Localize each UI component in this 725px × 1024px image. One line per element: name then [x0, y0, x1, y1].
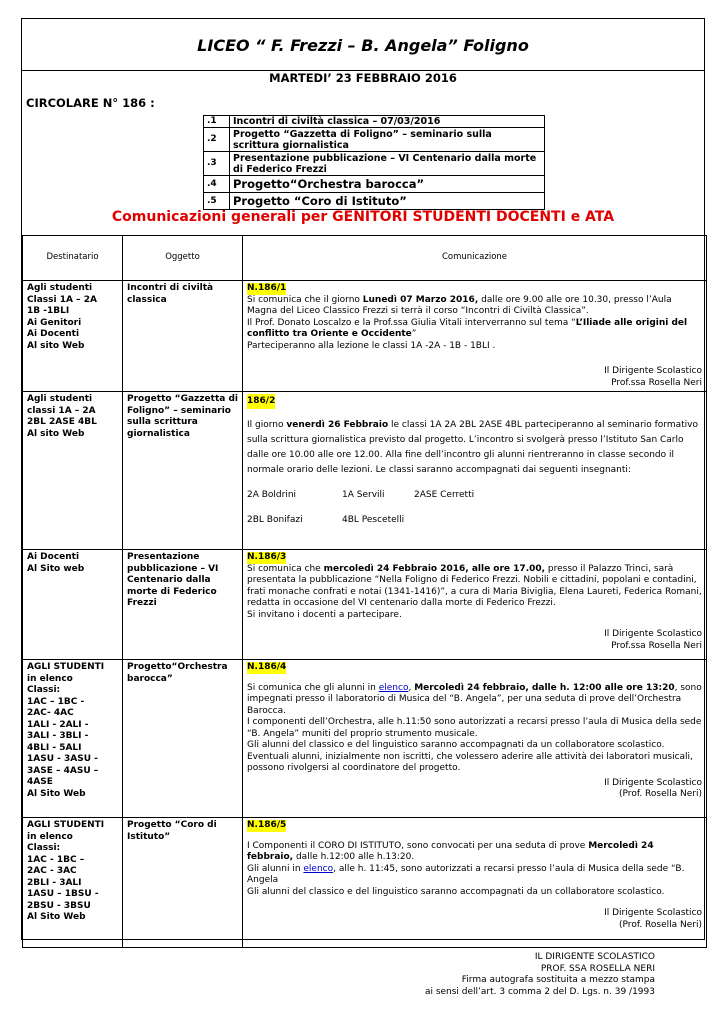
recipient-line: 2BL 2ASE 4BL	[27, 417, 97, 427]
circular-badge: N.186/4	[247, 662, 287, 672]
communication-cell	[243, 818, 707, 948]
subject-cell: Presentazione pubblicazione – VI Centenario dalla morte di Federico Frezzi	[123, 550, 243, 660]
col-header-destinatario: Destinatario	[23, 236, 123, 281]
teachers-row: 2BL Bonifazi 4BL Pescetelli	[247, 515, 405, 525]
table-row	[23, 550, 707, 660]
recipient-line: Classi 1A – 2A	[27, 294, 97, 305]
summary-text: Presentazione pubblicazione – VI Centenario dalla morte di Federico Frezzi	[230, 152, 545, 176]
recipient-line: AGLI STUDENTI	[27, 820, 105, 830]
summary-row	[204, 193, 545, 210]
table-row	[23, 392, 707, 550]
signature: Il Dirigente Scolastico Prof.ssa Rosella Neri	[604, 629, 702, 651]
recipient-line: classi 1A – 2A	[27, 405, 96, 416]
signature: Il Dirigente Scolastico (Prof. Rosella Neri)	[604, 777, 702, 799]
table-row	[23, 818, 707, 948]
summary-table	[203, 115, 545, 210]
recipients-cell	[23, 550, 123, 660]
recipient-line: Ai Docenti	[27, 552, 80, 562]
communication-text: Parteciperanno alla lezione le classi 1A -2A - 1B - 1BLI .	[247, 340, 496, 351]
communication-text: Si comunica che gli alunni in elenco, Mercoledì 24 febbraio, dalle h. 12:00 alle ore 13:20, sono impegnati presso il laboratorio di Musica del “B. Angela”, per una seduta di prove dell’Orchestra Barocca.	[247, 682, 702, 716]
footer-line: ai sensi dell’art. 3 comma 2 del D. Lgs. n. 39 /1993	[424, 986, 655, 997]
teachers-row: 2A Boldrini 1A Servili 2ASE Cerretti	[247, 490, 475, 500]
circolare-number: CIRCOLARE N° 186 :	[26, 96, 155, 110]
summary-num: .2	[204, 128, 230, 152]
communication-text: Il Prof. Donato Loscalzo e la Prof.ssa Giulia Vitali interverranno sul tema “L’Iliade alle origini del conflitto tra Oriente e Occidente”	[247, 317, 688, 339]
footer-line: IL DIRIGENTE SCOLASTICO	[534, 952, 655, 962]
communication-text: I Componenti il CORO DI ISTITUTO, sono convocati per una seduta di prove Mercoledì 24 febbraio, dalle h.12:00 alle h.13:20.	[247, 840, 654, 862]
school-title: LICEO “ F. Frezzi – B. Angela” Foligno	[197, 36, 529, 55]
circular-badge: 186/2	[247, 394, 275, 409]
communication-text: Gli alunni in elenco, alle h. 11:45, sono autorizzati a recarsi presso l’aula di Musica della sede “B. Angela	[247, 863, 685, 885]
recipient-line: Agli studenti	[27, 394, 93, 404]
recipient-line: 2BLI - 3ALI	[27, 877, 82, 888]
recipient-line: 1AC - 1BC –	[27, 854, 85, 865]
recipient-line: AGLI STUDENTI	[27, 662, 105, 672]
elenco-link[interactable]: elenco	[303, 863, 334, 874]
recipient-line: 1ALI - 2ALI -	[27, 719, 89, 730]
summary-text: Progetto“Orchestra barocca”	[230, 176, 545, 193]
recipients-cell	[23, 281, 123, 392]
date-line: MARTEDI’ 23 FEBBRAIO 2016	[269, 71, 457, 85]
communication-cell	[243, 392, 707, 550]
recipient-line: Ai Genitori	[27, 317, 82, 328]
table-header	[23, 236, 707, 281]
recipient-line: Al sito Web	[27, 340, 85, 351]
circular-badge: N.186/3	[247, 552, 287, 562]
summary-num: .5	[204, 193, 230, 210]
recipient-line: 4BLI - 5ALI	[27, 742, 82, 753]
communication-text: Eventuali alunni, inizialmente non iscritti, che volessero aderire alle attività dei laboratori musicali, possono rivolgersi al coordinatore del progetto.	[247, 751, 693, 773]
recipient-line: 2AC- 4AC	[27, 708, 74, 718]
communication-text: Gli alunni del classico e del linguistico saranno accompagnati da un collaboratore scolastico.	[247, 740, 665, 750]
subject-cell: Progetto “Coro di Istituto”	[123, 818, 243, 948]
recipient-line: in elenco	[27, 831, 73, 842]
recipient-line: Al Sito Web	[27, 912, 86, 922]
communication-cell	[243, 281, 707, 392]
footer-signature	[425, 952, 655, 998]
communication-cell	[243, 660, 707, 818]
recipient-line: 1AC – 1BC -	[27, 696, 85, 707]
recipient-line: Al Sito Web	[27, 788, 86, 799]
circular-badge: N.186/1	[247, 283, 287, 293]
recipient-line: 2AC - 3AC	[27, 866, 77, 876]
communication-text: Si comunica che il giorno Lunedì 07 Marzo 2016, dalle ore 9.00 alle ore 10.30, presso l’Aula Magna del Liceo Classico Frezzi si terrà il corso “Incontri di Civiltà Classica”.	[247, 294, 672, 316]
recipient-line: 3ALI - 3BLI -	[27, 731, 89, 741]
communications-title: Comunicazioni generali per GENITORI STUDENTI DOCENTI e ATA	[111, 209, 615, 225]
signature: Il Dirigente Scolastico (Prof. Rosella Neri)	[604, 908, 702, 930]
recipients-cell	[23, 392, 123, 550]
recipient-line: 1ASU - 3ASU -	[27, 754, 98, 764]
summary-row	[204, 116, 545, 128]
recipient-line: Al Sito web	[27, 563, 85, 574]
summary-num: .4	[204, 176, 230, 193]
recipient-line: in elenco	[27, 673, 73, 684]
elenco-link[interactable]: elenco	[378, 682, 409, 693]
summary-row	[204, 152, 545, 176]
recipient-line: 1B -1BLI	[27, 306, 70, 316]
footer-line: Firma autografa sostituita a mezzo stampa	[461, 975, 655, 985]
communication-text: Gli alunni del classico e del linguistico saranno accompagnati da un collaboratore scolastico.	[247, 886, 665, 897]
summary-num: .3	[204, 152, 230, 176]
table-row	[23, 281, 707, 392]
signature: Il Dirigente Scolastico Prof.ssa Rosella Neri	[604, 366, 702, 388]
recipient-line: 4ASE	[27, 777, 53, 787]
communication-text: Si comunica che mercoledì 24 Febbraio 2016, alle ore 17.00, presso il Palazzo Trinci, sarà presentata la pubblicazione “Nella Foligno di Federico Frezzi. Nobili e cittadini, popolani e contadini, frati monache confrati e notai (1341-1416)”, a cura di Maria Biviglia, Elena Laureti, Federica Romani, redatta in occasione del VI centenario dalla morte di Federico Frezzi.	[247, 563, 702, 608]
col-header-comunicazione: Comunicazione	[243, 236, 707, 281]
recipient-line: Classi:	[27, 843, 61, 853]
recipient-line: Al sito Web	[27, 428, 85, 439]
subject-cell: Progetto “Gazzetta di Foligno” – seminario sulla scrittura giornalistica	[123, 392, 243, 550]
document-frame	[21, 18, 705, 940]
communication-text: Si invitano i docenti a partecipare.	[247, 609, 402, 620]
communication-text: I componenti dell’Orchestra, alle h.11:50 sono autorizzati a recarsi presso l’aula di Musica della sede “B. Angela” muniti del proprio strumento musicale.	[247, 717, 702, 739]
footer-line: PROF. SSA ROSELLA NERI	[540, 963, 655, 974]
communication-text: Il giorno venerdì 26 Febbraio le classi 1A 2A 2BL 2ASE 4BL parteciperanno al seminario formativo sulla scrittura giornalistica previsto dal progetto. L’incontro si svolgerà presso l’Istituto San Carlo dalle ore 10.00 alle ore 12.00. Alla fine dell’incontro gli alunni rientreranno in classe secondo il normale orario delle lezioni. Le classi saranno accompagnati dai seguenti insegnanti:	[247, 420, 699, 475]
subject-cell: Incontri di civiltà classica	[123, 281, 243, 392]
recipient-line: 2BSU - 3BSU	[27, 900, 91, 911]
summary-text: Progetto “Coro di Istituto”	[230, 193, 545, 210]
recipient-line: 1ASU – 1BSU -	[27, 889, 99, 899]
summary-num: .1	[204, 116, 230, 128]
recipient-line: Agli studenti	[27, 283, 93, 293]
summary-text: Incontri di civiltà classica – 07/03/2016	[230, 116, 545, 128]
communication-cell	[243, 550, 707, 660]
summary-row	[204, 128, 545, 152]
table-row	[23, 660, 707, 818]
recipient-line: 3ASE – 4ASU –	[27, 765, 99, 776]
summary-text: Progetto “Gazzetta di Foligno” – seminario sulla scrittura giornalistica	[230, 128, 545, 152]
summary-row	[204, 176, 545, 193]
recipients-cell	[23, 660, 123, 818]
recipients-cell	[23, 818, 123, 948]
recipient-line: Ai Docenti	[27, 329, 80, 339]
col-header-oggetto: Oggetto	[123, 236, 243, 281]
recipient-line: Classi:	[27, 685, 61, 695]
circular-badge: N.186/5	[247, 820, 287, 830]
subject-cell: Progetto“Orchestra barocca”	[123, 660, 243, 818]
communications-table	[22, 235, 707, 948]
